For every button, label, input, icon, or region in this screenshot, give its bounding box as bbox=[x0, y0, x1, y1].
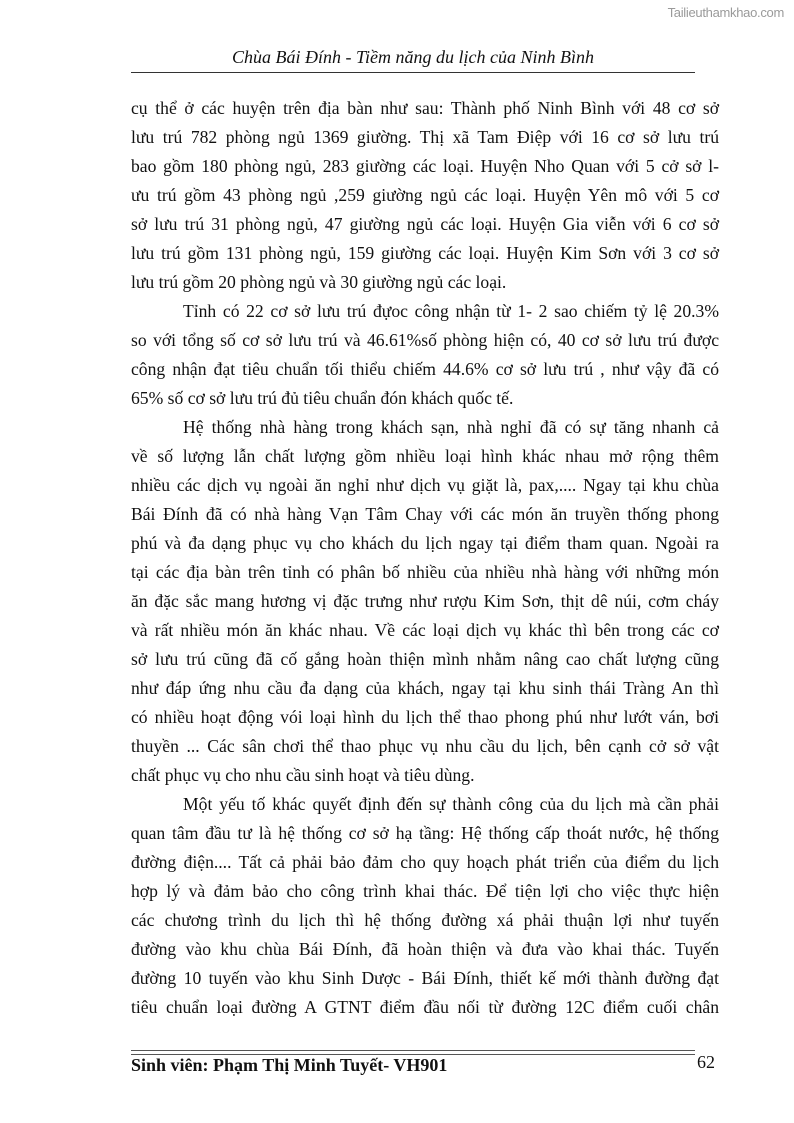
text-line: Tỉnh có 22 cơ sở lưu trú đựoc công nhận từ 1- 2 sao chiếm tỷ lệ 20.3% bbox=[183, 301, 719, 321]
text-line: ưu trú gồm 43 phòng ngủ ,259 giường ngủ các loại. Huyện Yên mô với 5 cơ bbox=[131, 185, 719, 205]
page-header-title: Chùa Bái Đính - Tiềm năng du lịch của Ninh Bình bbox=[232, 47, 594, 67]
text-line: sở lưu trú 31 phòng ngủ, 47 giường ngủ các loại. Huyện Gia viễn với 6 cơ sở bbox=[131, 214, 719, 234]
paragraph bbox=[131, 297, 719, 413]
paragraph bbox=[131, 790, 719, 1022]
text-line: đường điện.... Tất cả phải bảo đảm cho quy hoạch phát triển của điểm du lịch bbox=[131, 852, 719, 872]
text-line: so với tổng số cơ sở lưu trú và 46.61%số phòng hiện có, 40 cơ sở lưu trú được bbox=[131, 330, 719, 350]
text-line: thuyền ... Các sân chơi thể thao phục vụ nhu cầu du lịch, bên cạnh cở sở vật bbox=[131, 736, 719, 756]
text-line: quan tâm đầu tư là hệ thống cơ sở hạ tầng: Hệ thống cấp thoát nước, hệ thống bbox=[131, 823, 719, 843]
text-line: nhiều các dịch vụ ngoài ăn nghỉ như dịch vụ giặt là, pax,.... Ngay tại khu chùa bbox=[131, 475, 719, 495]
text-line: lưu trú 782 phòng ngủ 1369 giường. Thị xã Tam Điệp với 16 cơ sở lưu trú bbox=[131, 127, 719, 147]
text-line: có nhiều hoạt động vói loại hình du lịch thể thao phong phú như lướt ván, bơi bbox=[131, 707, 719, 727]
text-line: Một yếu tố khác quyết định đến sự thành công của du lịch mà cần phải bbox=[183, 794, 719, 814]
text-line: lưu trú gồm 20 phòng ngủ và 30 giường ngủ các loại. bbox=[131, 272, 507, 292]
text-line: tại các địa bàn trên tỉnh có phân bố nhiều của nhiều nhà hàng với những món bbox=[131, 562, 719, 582]
text-line: Hệ thống nhà hàng trong khách sạn, nhà nghỉ đã có sự tăng nhanh cả bbox=[183, 417, 719, 437]
paragraph bbox=[131, 413, 719, 790]
text-line: đường vào khu chùa Bái Đính, đã hoàn thiện và đưa vào khai thác. Tuyến bbox=[131, 939, 719, 959]
paragraph bbox=[131, 94, 719, 297]
text-line: 65% số cơ sở lưu trú đủ tiêu chuẩn đón khách quốc tế. bbox=[131, 388, 514, 408]
text-line: ăn đặc sắc mang hương vị đặc trưng như rượu Kim Sơn, thịt dê núi, cơm cháy bbox=[131, 591, 719, 611]
text-line: phú và đa dạng phục vụ cho khách du lịch ngay tại điểm tham quan. Ngoài ra bbox=[131, 533, 719, 553]
text-line: và rất nhiều món ăn khác nhau. Về các loại dịch vụ khác thì bên trong các cơ bbox=[131, 620, 719, 640]
text-line: về số lượng lẫn chất lượng gồm nhiều loại hình khác nhau mở rộng thêm bbox=[131, 446, 719, 466]
watermark: Tailieuthamkhao.com bbox=[667, 5, 784, 20]
header-rule bbox=[131, 72, 695, 73]
text-line: đường 10 tuyến vào khu Sinh Dược - Bái Đính, thiết kế mới thành đường đạt bbox=[131, 968, 719, 988]
footer-author: Sinh viên: Phạm Thị Minh Tuyết- VH901 bbox=[131, 1055, 448, 1075]
text-line: chất phục vụ cho nhu cầu sinh hoạt và tiêu dùng. bbox=[131, 765, 475, 785]
text-line: công nhận đạt tiêu chuẩn tối thiểu chiếm 44.6% cơ sở lưu trú , như vậy đã có bbox=[131, 359, 719, 379]
text-line: các chương trình du lịch thì hệ thống đường xá phải thuận lợi như tuyến bbox=[131, 910, 719, 930]
text-line: như đáp ứng nhu cầu đa dạng của khách, ngay tại khu sinh thái Tràng An thì bbox=[131, 678, 719, 698]
text-line: sở lưu trú cũng đã cố gắng hoàn thiện mình nhằm nâng cao chất lượng cũng bbox=[131, 649, 719, 669]
text-line: bao gồm 180 phòng ngủ, 283 giường các loại. Huyện Nho Quan với 5 cở sở l- bbox=[131, 156, 719, 176]
document-body bbox=[131, 94, 719, 1022]
text-line: tiêu chuẩn loại đường A GTNT điểm đầu nối từ đường 12C điểm cuối chân bbox=[131, 997, 719, 1017]
text-line: lưu trú gồm 131 phòng ngủ, 159 giường các loại. Huyện Kim Sơn với 3 cơ sở bbox=[131, 243, 719, 263]
page-number: 62 bbox=[697, 1052, 715, 1072]
text-line: cụ thể ở các huyện trên địa bàn như sau: Thành phố Ninh Bình với 48 cơ sở bbox=[131, 98, 719, 118]
text-line: Bái Đính đã có nhà hàng Vạn Tâm Chay với các món ăn truyền thống phong bbox=[131, 504, 719, 524]
text-line: hợp lý và đảm bảo cho công trình khai thác. Để tiện lợi cho việc thực hiện bbox=[131, 881, 719, 901]
